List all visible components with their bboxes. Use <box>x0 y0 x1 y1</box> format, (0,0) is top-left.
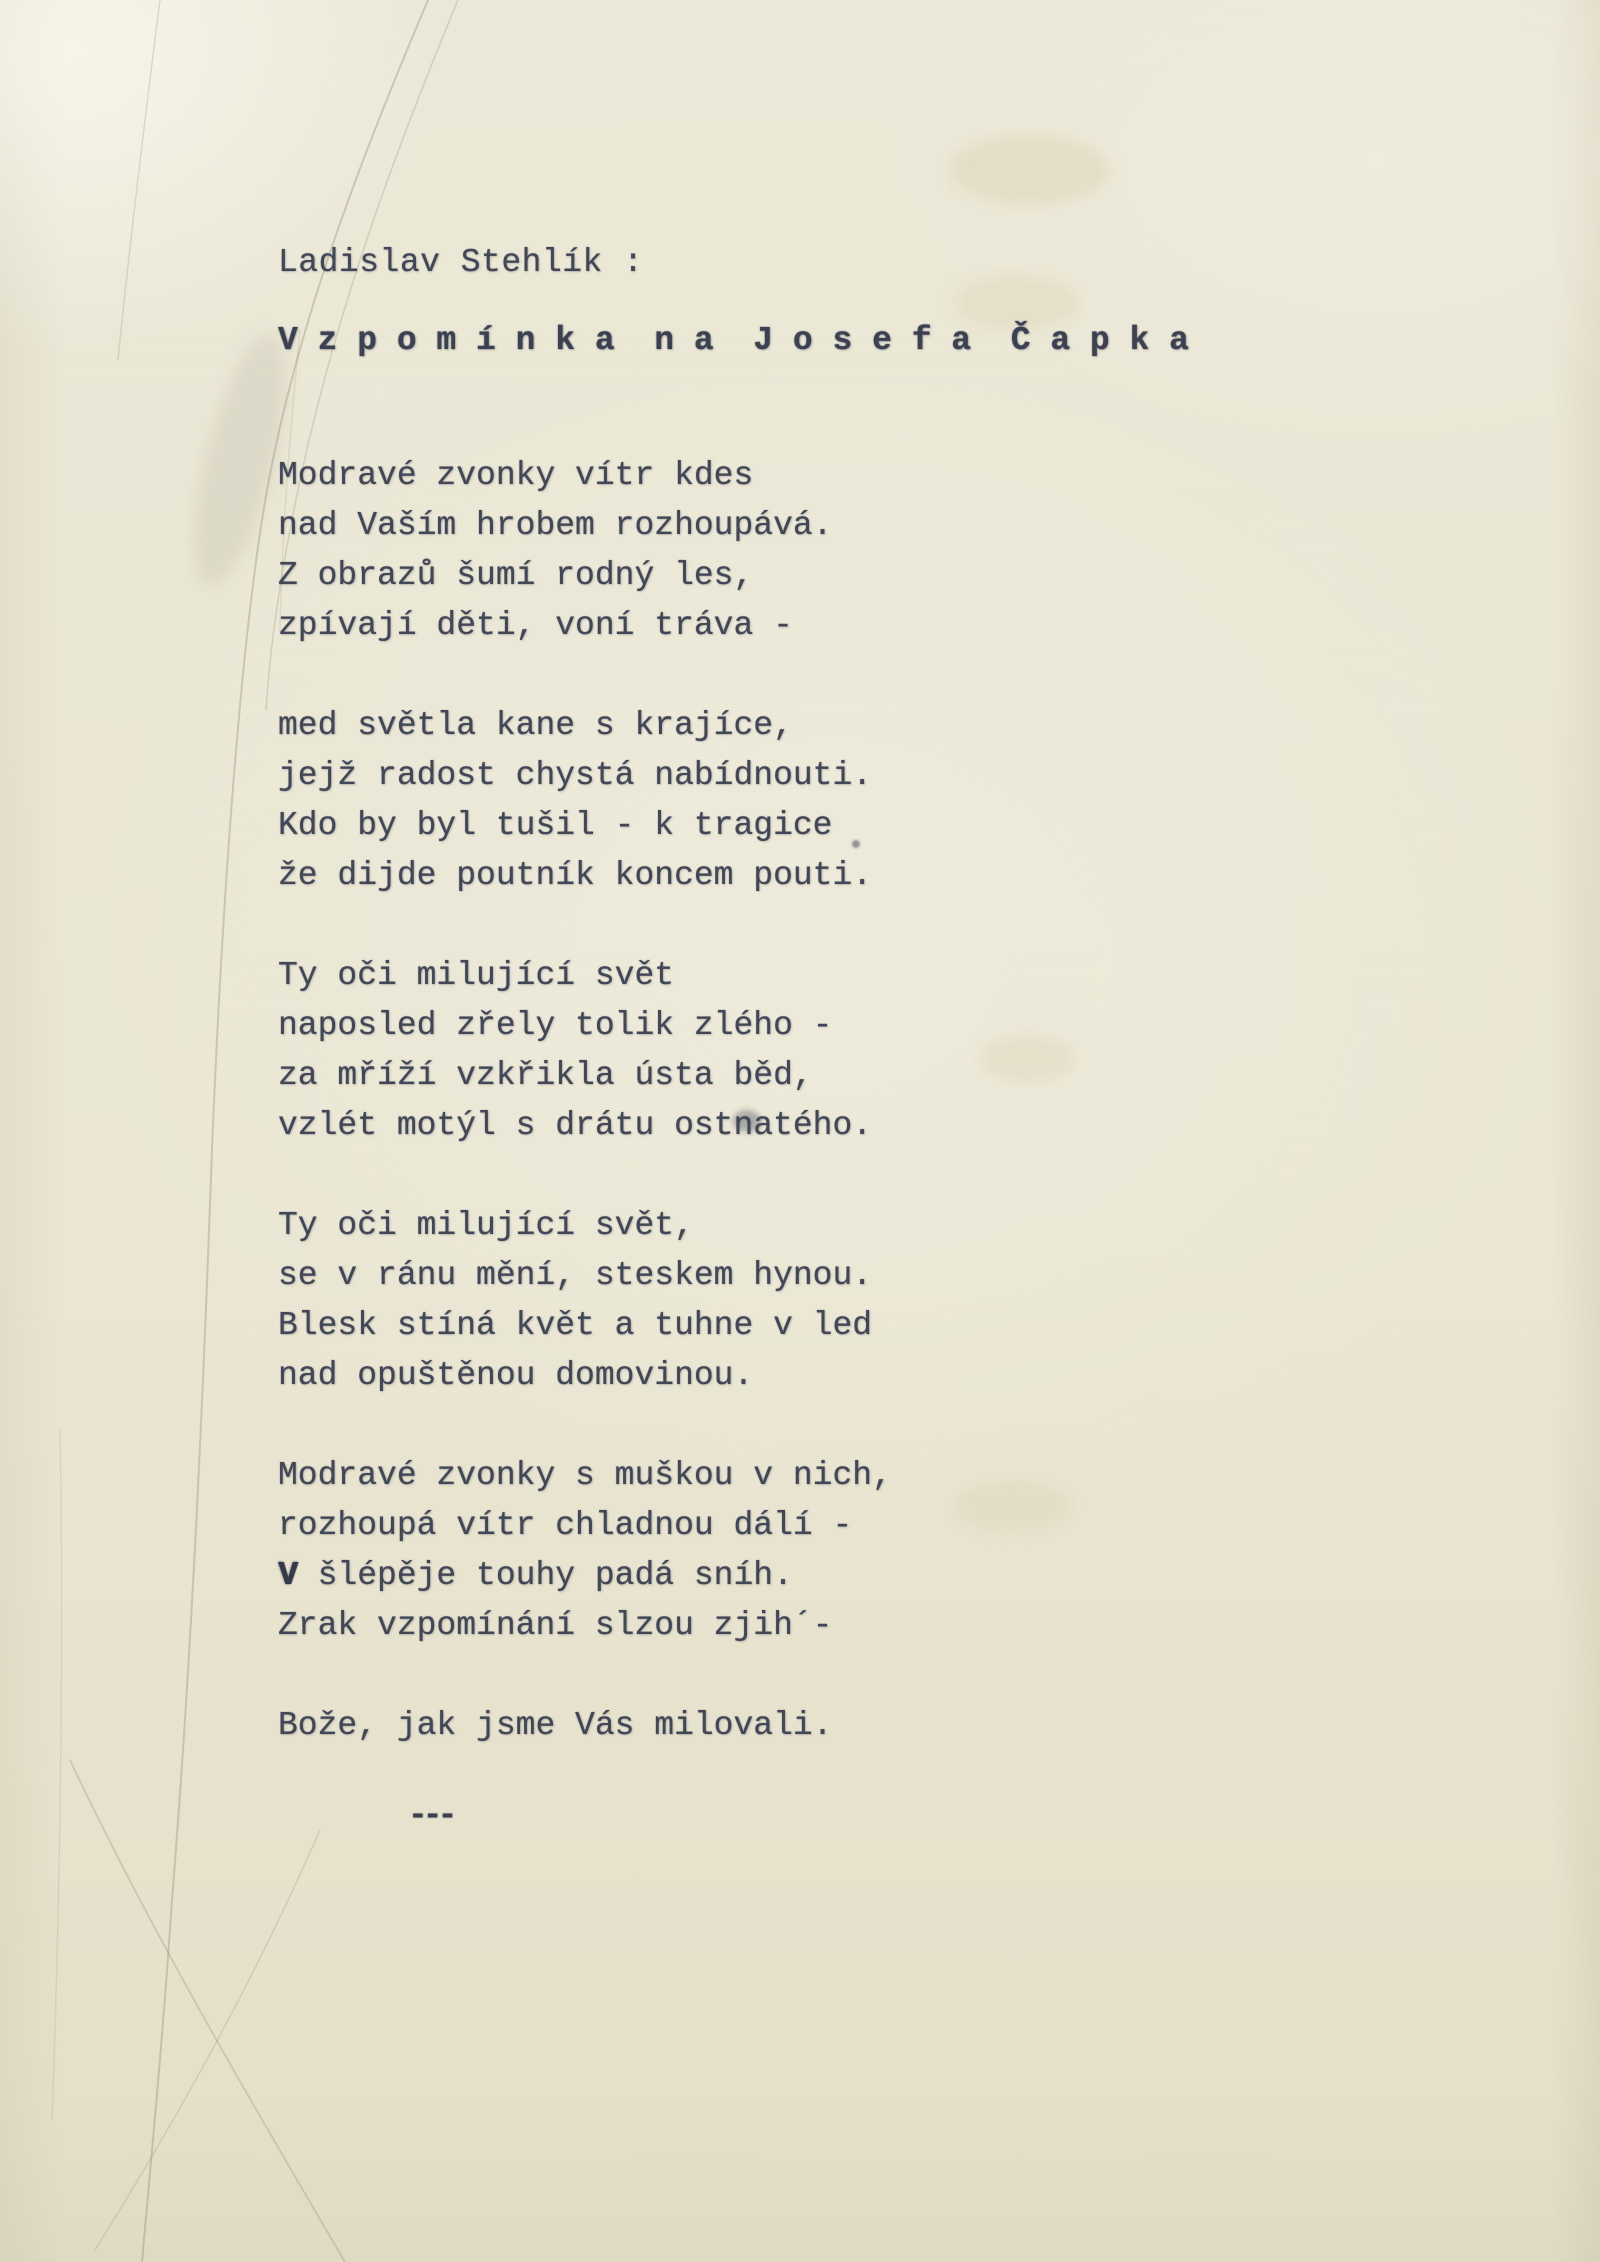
poem-line: Blesk stíná květ a tuhne v led <box>278 1307 873 1344</box>
poem-title: V z p o m í n k a n a J o s e f a Č a p k a <box>278 322 1189 359</box>
poem-line: za mříží vzkřikla ústa běd, <box>278 1057 813 1094</box>
poem-line: Kdo by byl tušil - k tragice <box>278 807 833 844</box>
poem-line: nad opuštěnou domovinou. <box>278 1357 754 1394</box>
poem-line: jejž radost chystá nabídnouti. <box>278 757 873 794</box>
poem-stanza-3 <box>278 951 892 1151</box>
paper-stain <box>955 1480 1070 1532</box>
poem-line: rozhoupá vítr chladnou dálí - <box>278 1507 853 1544</box>
paper-stain <box>980 1035 1075 1083</box>
poem-stanza-4 <box>278 1201 892 1401</box>
poem-author: Ladislav Stehlík : <box>278 244 644 281</box>
poem-stanza-1 <box>278 451 892 651</box>
poem-line: Zrak vzpomínání slzou zjih´- <box>278 1607 833 1644</box>
poem-line-overstruck-v: V šlépěje touhy padá sníh. <box>278 1557 793 1594</box>
poem-line: Modravé zvonky s muškou v nich, <box>278 1457 892 1494</box>
poem-closing-line: Bože, jak jsme Vás milovali. <box>278 1707 833 1744</box>
poem-line: Z obrazů šumí rodný les, <box>278 557 754 594</box>
paper-stain <box>950 135 1110 205</box>
poem-line: zpívají děti, voní tráva - <box>278 607 793 644</box>
end-mark-dashes: --- <box>408 1797 453 1834</box>
poem-stanza-5 <box>278 1451 892 1651</box>
poem-line: vzlét motýl s drátu ostnatého. <box>278 1107 873 1144</box>
poem-line: Ty oči milující svět, <box>278 1207 694 1244</box>
poem-stanza-2 <box>278 701 892 901</box>
poem-line: Modravé zvonky vítr kdes <box>278 457 754 494</box>
poem-body <box>278 451 892 1841</box>
poem-line: že dijde poutník koncem pouti. <box>278 857 873 894</box>
poem-line: Ty oči milující svět <box>278 957 675 994</box>
poem-line: med světla kane s krajíce, <box>278 707 793 744</box>
poem-line: nad Vaším hrobem rozhoupává. <box>278 507 833 544</box>
poem-line: naposled zřely tolik zlého - <box>278 1007 833 1044</box>
poem-line: se v ránu mění, steskem hynou. <box>278 1257 873 1294</box>
